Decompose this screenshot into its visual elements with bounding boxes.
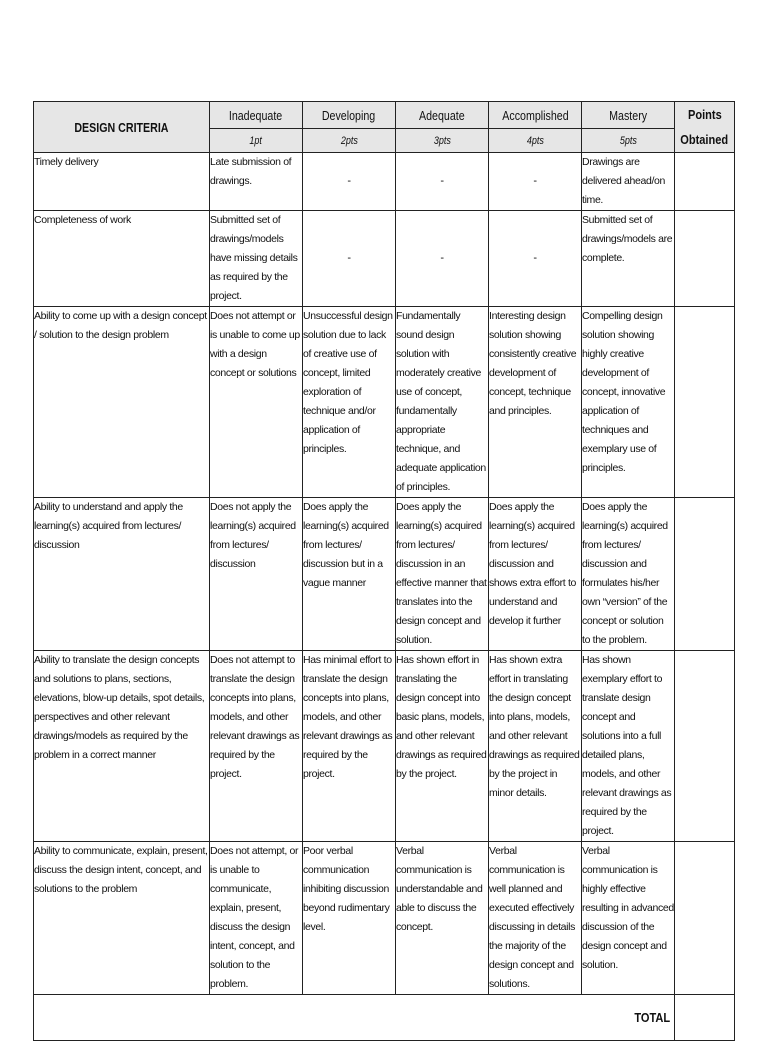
level-points-developing: 2pts [303,129,396,153]
level-header-mastery: Mastery [582,102,675,129]
points-obtained-input[interactable] [675,651,735,842]
level-header-developing: Developing [303,102,396,129]
points-obtained-input[interactable] [675,211,735,307]
cell-developing: - [303,211,396,307]
level-header-accomplished: Accomplished [489,102,582,129]
level-header-adequate: Adequate [396,102,489,129]
level-header-inadequate: Inadequate [210,102,303,129]
rubric-table [33,101,735,1041]
cell-developing: Does apply the learning(s) acquired from lectures/ discussion but in a vague manner [303,498,396,651]
criterion-completeness: Completeness of work [34,211,210,307]
cell-mastery: Has shown exemplary effort to translate design concept and solutions into a full detailed plans, models, and other relevant drawings as required by the project. [582,651,675,842]
cell-mastery: Submitted set of drawings/models are complete. [582,211,675,307]
cell-accomplished: - [489,211,582,307]
cell-inadequate: Does not apply the learning(s) acquired from lectures/ discussion [210,498,303,651]
cell-inadequate: Does not attempt or is unable to come up with a design concept or solutions [210,307,303,498]
level-points-mastery: 5pts [582,129,675,153]
cell-developing: Has minimal effort to translate the design concepts into plans, models, and other relevant drawings as required by the project. [303,651,396,842]
cell-inadequate: Submitted set of drawings/models have missing details as required by the project. [210,211,303,307]
cell-adequate: Does apply the learning(s) acquired from lectures/ discussion in an effective manner that translates into the design concept and solution. [396,498,489,651]
cell-adequate: Has shown effort in translating the design concept into basic plans, models, and other relevant drawings as required by the project. [396,651,489,842]
cell-adequate: - [396,153,489,211]
cell-mastery: Does apply the learning(s) acquired from lectures/ discussion and formulates his/her own “version” of the concept or solution to the problem. [582,498,675,651]
points-obtained-input[interactable] [675,307,735,498]
cell-accomplished: Verbal communication is well planned and executed effectively discussing in details the majority of the design concept and solutions. [489,842,582,995]
header-row-levels [34,102,735,129]
cell-accomplished: - [489,153,582,211]
criterion-design-concept: Ability to come up with a design concept / solution to the design problem [34,307,210,498]
points-obtained-input[interactable] [675,842,735,995]
table-row [34,498,735,651]
cell-mastery: Compelling design solution showing highly creative development of concept, innovative application of techniques and exemplary use of principles. [582,307,675,498]
cell-adequate: - [396,211,489,307]
cell-developing: Poor verbal communication inhibiting discussion beyond rudimentary level. [303,842,396,995]
cell-accomplished: Interesting design solution showing consistently creative development of concept, technique and principles. [489,307,582,498]
cell-inadequate: Does not attempt to translate the design concepts into plans, models, and other relevant drawings as required by the project. [210,651,303,842]
level-points-accomplished: 4pts [489,129,582,153]
cell-adequate: Fundamentally sound design solution with moderately creative use of concept, fundamentally appropriate technique, and adequate application of principles. [396,307,489,498]
cell-developing: - [303,153,396,211]
cell-accomplished: Does apply the learning(s) acquired from lectures/ discussion and shows extra effort to understand and develop it further [489,498,582,651]
criterion-translate-design: Ability to translate the design concepts and solutions to plans, sections, elevations, blow-up details, spot details, perspectives and other relevant drawings/models as required by the problem in a correct manner [34,651,210,842]
criterion-apply-learnings: Ability to understand and apply the learning(s) acquired from lectures/ discussion [34,498,210,651]
table-row [34,153,735,211]
total-row [34,995,735,1041]
table-row [34,211,735,307]
cell-mastery: Drawings are delivered ahead/on time. [582,153,675,211]
table-row [34,307,735,498]
table-row [34,842,735,995]
total-points-input[interactable] [675,995,735,1041]
points-obtained-input[interactable] [675,153,735,211]
level-points-adequate: 3pts [396,129,489,153]
criterion-timely-delivery: Timely delivery [34,153,210,211]
total-label: TOTAL [34,995,675,1041]
cell-accomplished: Has shown extra effort in translating the design concept into plans, models, and other relevant drawings as required by the project in minor details. [489,651,582,842]
points-obtained-header: Points Obtained [675,102,735,153]
cell-adequate: Verbal communication is understandable and able to discuss the concept. [396,842,489,995]
cell-inadequate: Late submission of drawings. [210,153,303,211]
cell-mastery: Verbal communication is highly effective resulting in advanced discussion of the design concept and solution. [582,842,675,995]
design-criteria-header: DESIGN CRITERIA [34,102,210,153]
cell-inadequate: Does not attempt, or is unable to communicate, explain, present, discuss the design intent, concept, and solution to the problem. [210,842,303,995]
criterion-communicate: Ability to communicate, explain, present, discuss the design intent, concept, and solutions to the problem [34,842,210,995]
cell-developing: Unsuccessful design solution due to lack of creative use of concept, limited exploration of technique and/or application of principles. [303,307,396,498]
points-obtained-input[interactable] [675,498,735,651]
table-row [34,651,735,842]
level-points-inadequate: 1pt [210,129,303,153]
